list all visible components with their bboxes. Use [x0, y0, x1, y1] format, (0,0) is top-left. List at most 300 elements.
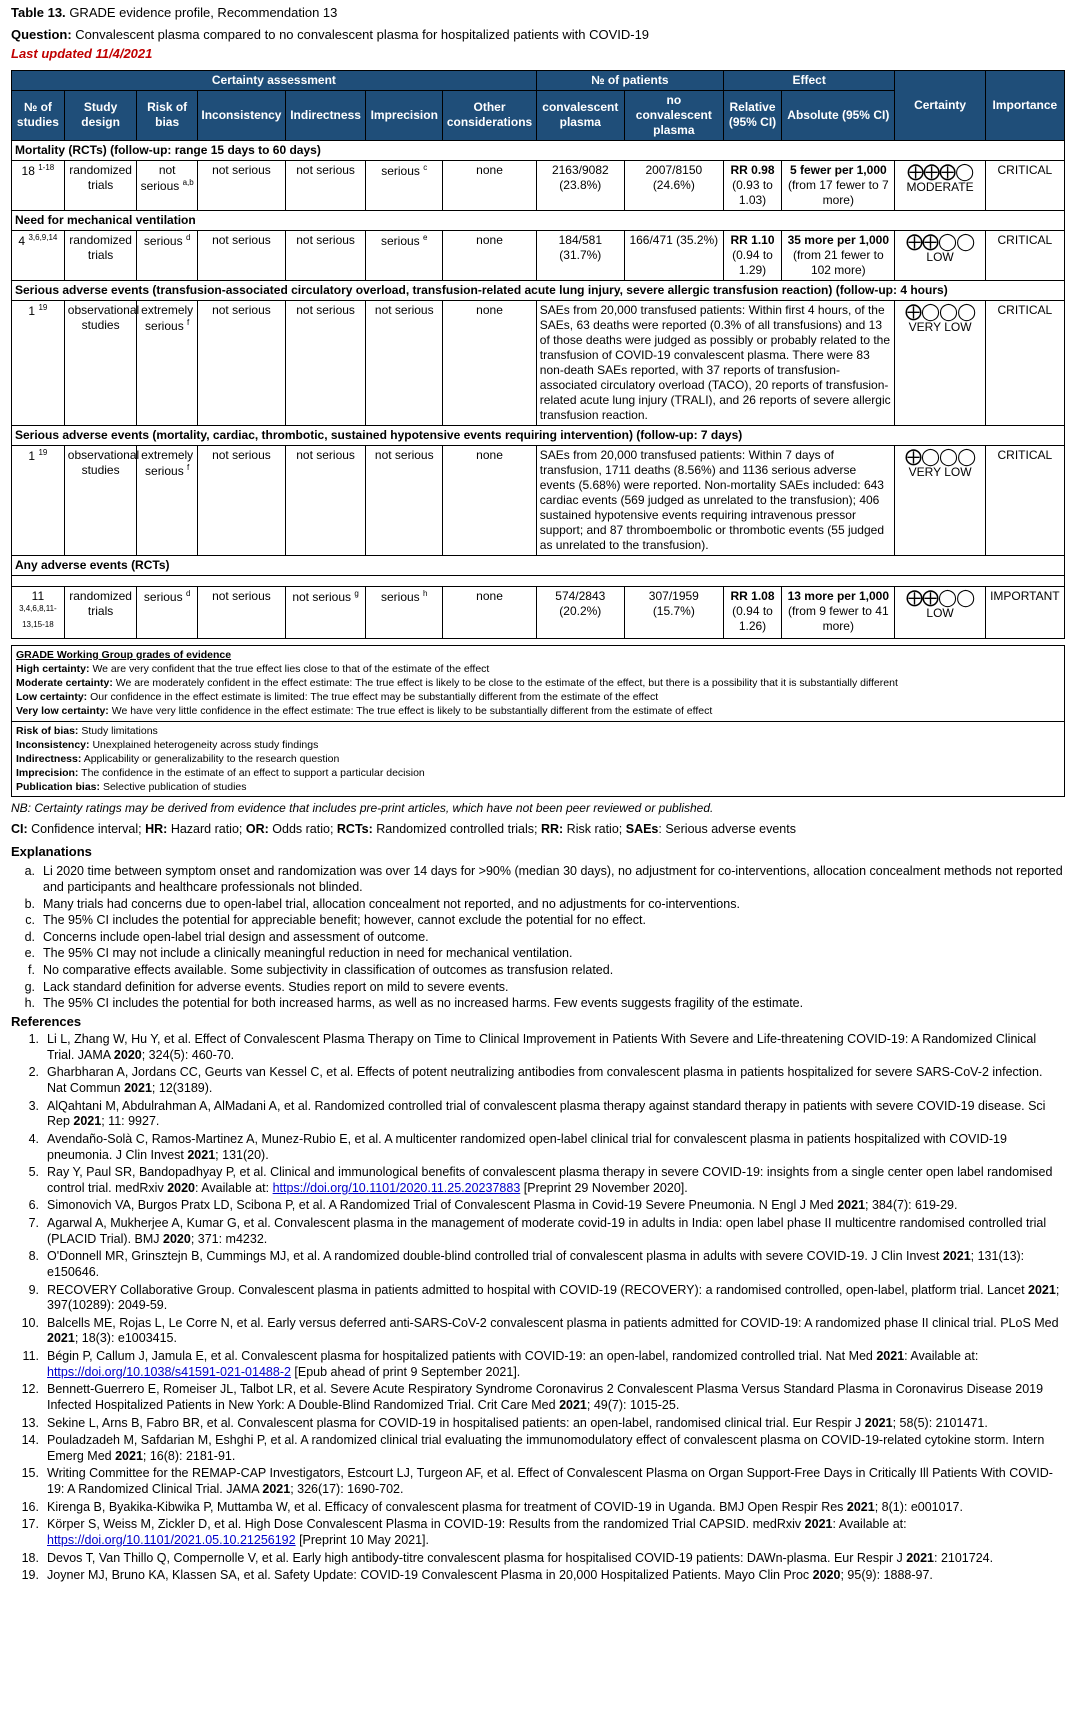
cell-importance-text: CRITICAL [997, 162, 1053, 177]
reference-details: : 2101724. [934, 1550, 994, 1565]
cell-cp [536, 586, 624, 638]
legend-definition-term: Inconsistency: [16, 738, 90, 751]
explanation-text: The 95% CI includes the potential for appreciable benefit; however, cannot exclude the potential for no effect. [43, 913, 646, 928]
reference-text [47, 1198, 957, 1214]
cell-importance [985, 160, 1064, 210]
cell-other-text: none [476, 588, 503, 603]
cell-imprecision [366, 445, 443, 555]
reference-link[interactable]: https://doi.org/10.1101/2021.05.10.21256192 [47, 1532, 296, 1547]
outcome-row [12, 160, 1065, 210]
cell-risk-of-bias [137, 586, 198, 638]
reference-item [11, 1433, 1064, 1464]
certainty-circles-icon: ⨁⨁⨁◯ [907, 161, 974, 181]
reference-item [11, 1500, 1064, 1516]
reference-note: [Epub ahead of print 9 September 2021]. [290, 1364, 521, 1379]
cell-num-studies [12, 230, 65, 280]
reference-number: 6. [28, 1198, 39, 1213]
reference-details: ; 95(9): 1888-97. [840, 1568, 933, 1583]
cell-num-studies-footnote: 19 [38, 447, 48, 457]
legend-grade-text: We are moderately confident in the effect estimate: The true effect is likely to be close to the estimate of the effect, but there is a possibility that it is substantially different [115, 677, 898, 690]
header-risk-of-bias: Risk of bias [137, 90, 198, 140]
explanation-text: Concerns include open-label trial design and assessment of outcome. [43, 929, 429, 944]
reference-citation: Agarwal A, Mukherjee A, Kumar G, et al. Convalescent plasma in the management of moderate covid-19 in adults in India: open label phase II multicentre randomised controlled trial (PLACID Trial). BMJ [47, 1216, 1047, 1246]
header-effect: Effect [723, 70, 895, 90]
cell-imprecision-footnote: c [423, 162, 428, 172]
certainty-label: VERY LOW [908, 464, 972, 479]
header-certainty-assessment: Certainty assessment [12, 70, 537, 90]
explanations-list [11, 864, 1064, 1012]
certainty-circles-icon: ⨁◯◯◯ [905, 446, 976, 466]
explanation-key: b. [24, 896, 35, 911]
reference-item [11, 1551, 1064, 1567]
cell-num-studies-footnote: 19 [38, 302, 48, 312]
explanation-key: a. [24, 864, 35, 879]
cell-importance-text: CRITICAL [997, 232, 1053, 247]
outcome-title: Need for mechanical ventilation [12, 210, 1065, 230]
references-heading: References [11, 1013, 82, 1029]
legend-definition [16, 752, 1060, 766]
reference-year: 2021 [115, 1448, 143, 1463]
cell-risk-of-bias [137, 230, 198, 280]
cell-narrative: SAEs from 20,000 transfused patients: Within first 4 hours, of the SAEs, 63 deaths were reported (0.3% of all transfusions) and 13 of those deaths were judged as possibly or probably related to the transfusion of COVID-19 convalescent plasma. There were 83 non-death SAEs reported, with 37 reports of transfusion-associated circulatory overload (TACO), 20 reports of transfusion-related acute lung injury (TRALI), and 26 reports of severe allergic transfusion reaction. [536, 300, 895, 425]
cell-absolute [782, 230, 895, 280]
cell-inconsistency [197, 300, 285, 425]
reference-year: 2021 [942, 1249, 971, 1264]
legend-definition-term: Publication bias: [16, 781, 101, 794]
cell-num-studies-text: 11 [31, 588, 45, 603]
abbr-term: CI: [11, 822, 28, 837]
reference-citation: RECOVERY Collaborative Group. Convalescent plasma in patients admitted to hospital with COVID-19 (RECOVERY): a randomised controlled, open-label, platform trial. Lancet [47, 1282, 1029, 1297]
reference-details: ; 326(17): 1690-702. [290, 1482, 404, 1497]
cell-certainty [895, 586, 985, 638]
certainty-circles-icon: ⨁◯◯◯ [905, 301, 976, 321]
reference-details: : Available at: [904, 1349, 979, 1364]
cell-indirectness-text: not serious [292, 589, 352, 604]
cell-narrative: SAEs from 20,000 transfused patients: Within 7 days of transfusion, 1711 deaths (8.56%) and 1136 serious adverse events (5.68%) were reported. Non-mortality SAEs included: 643 cardiac events (569 judged as unrelated to the transfusion); 406 sustained hypotensive events requiring intravenous pressor support; and 87 thromboembolic or thrombotic events (55 judged as unrelated to the transfusion). [536, 445, 895, 555]
cell-num-studies [12, 586, 65, 638]
cell-inconsistency [197, 230, 285, 280]
reference-details: ; 324(5): 460-70. [141, 1047, 235, 1062]
reference-text [47, 1249, 1064, 1280]
reference-link[interactable]: https://doi.org/10.1038/s41591-021-01488-2 [47, 1364, 291, 1379]
certainty-label: LOW [926, 605, 954, 620]
cell-inconsistency [197, 586, 285, 638]
reference-year: 2020 [113, 1047, 142, 1062]
reference-item [11, 1283, 1064, 1314]
outcome-title: Serious adverse events (mortality, cardiac, thrombotic, sustained hypotensive events requiring intervention) (follow-up: 7 days) [12, 425, 1065, 445]
header-no-cp: no convalescent plasma [624, 90, 723, 140]
abbr-text: : Serious adverse events [658, 822, 796, 837]
reference-citation: Devos T, Van Thillo Q, Compernolle V, et al. Early high antibody-titre convalescent plasma for hospitalised COVID-19 patients: DAWn-plasma. Eur Respir J [47, 1550, 907, 1565]
cell-indirectness-text: not serious [296, 302, 355, 317]
reference-link[interactable]: https://doi.org/10.1101/2020.11.25.20237883 [272, 1180, 521, 1195]
reference-number: 2. [28, 1065, 39, 1080]
reference-text [47, 1316, 1064, 1347]
reference-item [11, 1198, 1064, 1214]
cell-num-studies-text: 1 [28, 303, 36, 318]
cell-importance [985, 300, 1064, 425]
reference-details: ; 49(7): 1015-25. [586, 1397, 680, 1412]
reference-number: 7. [28, 1216, 39, 1231]
reference-number: 18. [21, 1550, 39, 1565]
reference-item [11, 1316, 1064, 1347]
header-absolute: Absolute (95% CI) [782, 90, 895, 140]
absolute-estimate: 35 more per 1,000 [787, 232, 890, 247]
cell-other-text: none [476, 232, 503, 247]
cell-other-text: none [476, 447, 503, 462]
legend-definition-term: Imprecision: [16, 767, 79, 780]
explanation-text: The 95% CI includes the potential for both increased harms, as well as no increased harms. Few events suggests fragility of the estimate. [43, 996, 804, 1011]
cell-indirectness-footnote: g [354, 588, 359, 598]
explanations-heading: Explanations [11, 844, 92, 860]
reference-item [11, 1099, 1064, 1130]
legend-definition [16, 780, 1060, 794]
question [11, 27, 1064, 43]
reference-details: ; 16(8): 2181-91. [142, 1448, 236, 1463]
reference-item [11, 1132, 1064, 1163]
reference-year: 2021 [1028, 1282, 1056, 1297]
outcome-section-row [12, 425, 1065, 445]
reference-citation: O'Donnell MR, Grinsztejn B, Cummings MJ, et al. A randomized double-blind controlled trial of convalescent plasma in adults with severe COVID-19. J Clin Invest [47, 1249, 943, 1264]
reference-item [11, 1568, 1064, 1584]
legend-grade-term: Very low certainty: [16, 705, 109, 718]
cell-risk-of-bias-footnote: f [187, 462, 190, 472]
explanation-item [11, 897, 1064, 913]
cell-num-studies-text: 18 [21, 163, 35, 178]
legend-grade-term: Low certainty: [16, 691, 88, 704]
cell-study-design-text: observational studies [67, 302, 140, 332]
cell-study-design [64, 300, 140, 425]
cell-other [443, 445, 537, 555]
cell-imprecision-footnote: e [423, 232, 428, 242]
cell-importance-text: IMPORTANT [990, 588, 1060, 603]
reference-text [47, 1382, 1064, 1413]
reference-details: ; 11: 9927. [101, 1114, 160, 1129]
reference-citation: Joyner MJ, Bruno KA, Klassen SA, et al. Safety Update: COVID-19 Convalescent Plasma in 20,000 Hospitalized Patients. Mayo Clin Proc [47, 1568, 813, 1583]
cell-risk-of-bias-footnote: d [185, 588, 191, 598]
cell-certainty [895, 160, 985, 210]
reference-year: 2021 [837, 1198, 866, 1213]
outcome-title: Any adverse events (RCTs) [12, 555, 1065, 575]
explanation-item [11, 996, 1064, 1012]
cell-relative [723, 586, 781, 638]
cell-risk-of-bias-text: not serious [140, 162, 180, 193]
header-importance: Importance [985, 70, 1064, 140]
explanation-text: Many trials had concerns due to open-label trial, allocation concealment not reported, and no adjustments for co-interventions. [43, 896, 740, 911]
header-num-studies: № of studies [12, 90, 65, 140]
spacer-row [12, 575, 1065, 586]
reference-details: : Available at: [832, 1517, 907, 1532]
reference-details: ; 131(20). [215, 1147, 269, 1162]
cell-risk-of-bias-text: serious [143, 589, 183, 604]
header-cp: convalescent plasma [536, 90, 624, 140]
relative-ci: (0.94 to 1.29) [732, 247, 773, 277]
reference-text [47, 1466, 1064, 1497]
reference-text [47, 1216, 1064, 1247]
explanation-key: h. [24, 996, 35, 1011]
cell-no-cp-text: 307/1959 (15.7%) [648, 588, 699, 618]
cell-num-studies [12, 300, 65, 425]
outcome-row [12, 586, 1065, 638]
cell-cp-text: 574/2843 (20.2%) [555, 588, 606, 618]
cell-num-studies-text: 4 [18, 233, 26, 248]
reference-text [47, 1065, 1064, 1096]
legend-definition [16, 738, 1060, 752]
cell-risk-of-bias [137, 445, 198, 555]
certainty-label: VERY LOW [908, 319, 972, 334]
reference-number: 17. [21, 1517, 39, 1532]
outcome-row [12, 445, 1065, 555]
legend-definition-term: Risk of bias: [16, 724, 79, 737]
legend-grade-text: Our confidence in the effect estimate is limited: The true effect may be substantially different from the estimate of the effect [90, 691, 659, 704]
abbr-term: RCTs: [336, 822, 373, 837]
reference-citation: Gharbharan A, Jordans CC, Geurts van Kessel C, et al. Effects of potent neutralizing antibodies from convalescent plasma in patients hospitalized for severe SARS-CoV-2 infection. Nat Commun [47, 1065, 1043, 1096]
reference-details: ; 58(5): 2101471. [892, 1415, 988, 1430]
cell-risk-of-bias-footnote: d [185, 232, 191, 242]
explanation-item [11, 930, 1064, 946]
cell-other [443, 230, 537, 280]
reference-year: 2021 [262, 1482, 291, 1497]
reference-note: [Preprint 29 November 2020]. [520, 1180, 688, 1195]
legend-grade [16, 662, 1060, 676]
reference-number: 10. [21, 1315, 39, 1330]
cell-study-design [64, 230, 137, 280]
reference-year: 2020 [167, 1180, 195, 1195]
reference-year: 2021 [559, 1397, 587, 1412]
reference-number: 19. [21, 1568, 39, 1583]
cell-risk-of-bias-text: extremely serious [141, 302, 194, 333]
abbr-term: OR: [245, 822, 269, 837]
cell-absolute [782, 160, 895, 210]
reference-text [47, 1283, 1064, 1314]
relative-ci: (0.93 to 1.03) [732, 177, 773, 207]
reference-text [47, 1349, 1064, 1380]
relative-ci: (0.94 to 1.26) [732, 603, 773, 633]
header-indirectness: Indirectness [285, 90, 365, 140]
cell-risk-of-bias-footnote: a,b [182, 177, 194, 187]
cell-study-design-text: randomized trials [69, 588, 132, 618]
explanation-item [11, 946, 1064, 962]
absolute-ci: (from 9 fewer to 41 more) [787, 603, 889, 633]
certainty-label: LOW [926, 249, 954, 264]
cell-imprecision-text: not serious [374, 302, 434, 317]
header-certainty: Certainty [895, 70, 985, 140]
cell-imprecision [366, 160, 443, 210]
cell-risk-of-bias [137, 160, 198, 210]
outcome-title: Serious adverse events (transfusion-associated circulatory overload, transfusion-related acute lung injury, severe allergic transfusion reaction) (follow-up: 4 hours) [12, 280, 1065, 300]
absolute-ci: (from 21 fewer to 102 more) [792, 247, 884, 277]
cell-certainty [895, 445, 985, 555]
reference-year: 2021 [73, 1114, 102, 1129]
reference-citation: Kirenga B, Byakika-Kibwika P, Muttamba W, et al. Efficacy of convalescent plasma for treatment of COVID-19 in Uganda. BMJ Open Respir Res [47, 1499, 847, 1514]
legend-definition-term: Indirectness: [16, 752, 82, 765]
header-inconsistency: Inconsistency [197, 90, 285, 140]
reference-year: 2021 [47, 1331, 75, 1346]
cell-inconsistency [197, 160, 285, 210]
relative-estimate: RR 1.08 [730, 588, 775, 603]
cell-study-design-text: randomized trials [69, 232, 132, 262]
legend-definition-text: Unexplained heterogeneity across study findings [92, 738, 319, 751]
explanation-key: g. [24, 979, 35, 994]
abbr-text: Confidence interval; [31, 822, 142, 837]
legend-definition-text: Selective publication of studies [102, 781, 247, 794]
reference-item [11, 1466, 1064, 1497]
cell-indirectness [285, 445, 365, 555]
cell-indirectness [285, 300, 365, 425]
evidence-table [11, 70, 1065, 639]
cell-other [443, 586, 537, 638]
abbr-text: Hazard ratio; [170, 822, 243, 837]
cell-num-studies-text: 1 [28, 448, 36, 463]
reference-number: 15. [21, 1466, 39, 1481]
reference-number: 14. [21, 1433, 39, 1448]
cell-cp-text: 2163/9082 (23.8%) [551, 162, 609, 192]
question-label: Question: [11, 27, 72, 43]
reference-year: 2021 [846, 1499, 875, 1514]
abbr-term: HR: [145, 822, 168, 837]
reference-number: 1. [28, 1032, 39, 1047]
cell-study-design [64, 586, 137, 638]
question-text: Convalescent plasma compared to no convalescent plasma for hospitalized patients with COVID-19 [75, 27, 650, 43]
outcome-row [12, 230, 1065, 280]
reference-year: 2021 [187, 1147, 216, 1162]
reference-details: ; 397(10289): 2049-59. [47, 1282, 1060, 1313]
explanation-item [11, 963, 1064, 979]
outcome-section-row [12, 140, 1065, 160]
cell-inconsistency-text: not serious [212, 162, 271, 177]
relative-estimate: RR 0.98 [730, 162, 775, 177]
table-title [11, 5, 1064, 21]
outcome-section-row [12, 555, 1065, 575]
reference-citation: Simonovich VA, Burgos Pratx LD, Scibona P, et al. A Randomized Trial of Convalescent Plasma in Covid-19 Severe Pneumonia. N Engl J Med [47, 1198, 838, 1213]
abbr-term: RR: [540, 822, 564, 837]
cell-indirectness [285, 160, 365, 210]
reference-year: 2021 [124, 1081, 152, 1096]
absolute-estimate: 13 more per 1,000 [787, 588, 890, 603]
cell-other-text: none [476, 162, 503, 177]
reference-details: : Available at: [195, 1180, 273, 1195]
cell-indirectness-text: not serious [296, 447, 355, 462]
table-title-text: GRADE evidence profile, Recommendation 13 [69, 5, 338, 20]
reference-citation: Avendaño-Solà C, Ramos-Martinez A, Munez-Rubio E, et al. A multicenter randomized open-label clinical trial for convalescent plasma in patients hospitalized with COVID-19 pneumonia. J Clin Invest [47, 1131, 1007, 1162]
cell-study-design [64, 160, 137, 210]
cell-indirectness-text: not serious [296, 232, 355, 247]
cell-num-studies-footnote: 3,6,9,14 [28, 232, 58, 242]
cell-importance-text: CRITICAL [997, 447, 1053, 462]
cell-cp [536, 160, 624, 210]
cell-inconsistency-text: not serious [212, 232, 271, 247]
cell-cp-text: 184/581 (31.7%) [558, 232, 602, 262]
table-label: Table 13. [11, 5, 66, 20]
relative-estimate: RR 1.10 [730, 232, 775, 247]
reference-text [47, 1568, 933, 1584]
cell-num-studies [12, 160, 65, 210]
explanation-text: The 95% CI may not include a clinically meaningful reduction in need for mechanical ventilation. [43, 946, 573, 961]
reference-citation: Sekine L, Arns B, Fabro BR, et al. Convalescent plasma for COVID-19 in hospitalised patients: an open-label, randomised clinical trial. Eur Respir J [47, 1415, 865, 1430]
reference-citation: Li L, Zhang W, Hu Y, et al. Effect of Convalescent Plasma Therapy on Time to Clinical Improvement in Patients With Severe and Life-threatening COVID-19: A Randomized Clinical Trial. JAMA [47, 1032, 1037, 1062]
reference-item [11, 1249, 1064, 1280]
reference-number: 13. [21, 1415, 39, 1430]
cell-risk-of-bias [137, 300, 198, 425]
abbr-text: Odds ratio; [272, 822, 334, 837]
references-list [11, 1032, 1064, 1584]
reference-number: 11. [22, 1349, 39, 1364]
cell-imprecision [366, 300, 443, 425]
reference-citation: Bégin P, Callum J, Jamula E, et al. Convalescent plasma for hospitalized patients with COVID-19: an open-label, randomized controlled trial. Nat Med [47, 1349, 877, 1364]
abbr-text: Risk ratio; [566, 822, 623, 837]
cell-num-studies-footnote: 3,4,6,8,11-13,15-18 [19, 603, 57, 629]
reference-citation: Writing Committee for the REMAP-CAP Investigators, Estcourt LJ, Turgeon AF, et al. Effect of Convalescent Plasma on Organ Support-Free Days in Critically Ill Patients With COVID-19: A Randomized Clinical Trial. JAMA [47, 1466, 1053, 1497]
header-study-design: Study design [64, 90, 137, 140]
reference-year: 2021 [906, 1550, 934, 1565]
cell-imprecision [366, 586, 443, 638]
explanation-key: c. [25, 913, 35, 928]
cell-no-cp [624, 230, 723, 280]
header-imprecision: Imprecision [366, 90, 443, 140]
reference-number: 9. [28, 1282, 39, 1297]
cell-indirectness-text: not serious [296, 162, 355, 177]
abbr-term: SAEs [625, 822, 659, 837]
explanation-key: f. [28, 963, 35, 978]
reference-details: ; 18(3): e1003415. [74, 1331, 177, 1346]
outcome-title: Mortality (RCTs) (follow-up: range 15 days to 60 days) [12, 140, 1065, 160]
absolute-estimate: 5 fewer per 1,000 [789, 162, 887, 177]
cell-no-cp-text: 166/471 (35.2%) [629, 232, 719, 247]
explanation-text: No comparative effects available. Some subjectivity in classification of outcomes as transfusion related. [43, 963, 614, 978]
reference-year: 2020 [812, 1568, 841, 1583]
legend-definition [16, 766, 1060, 780]
cell-inconsistency-text: not serious [212, 302, 271, 317]
cell-study-design [64, 445, 140, 555]
explanation-item [11, 913, 1064, 929]
cell-inconsistency-text: not serious [212, 447, 271, 462]
grade-legend [11, 645, 1065, 798]
cell-relative [723, 230, 781, 280]
reference-item [11, 1165, 1064, 1196]
reference-details: ; 371: m4232. [190, 1231, 268, 1246]
last-updated: Last updated 11/4/2021 [11, 45, 153, 61]
reference-item [11, 1032, 1064, 1063]
cell-certainty [895, 230, 985, 280]
nb-note: NB: Certainty ratings may be derived from evidence that includes pre-print articles, which have not been peer reviewed or published. [11, 801, 714, 816]
header-other: Other considerations [443, 90, 537, 140]
cell-num-studies-footnote: 1-18 [38, 162, 55, 172]
header-num-patients: № of patients [536, 70, 723, 90]
legend-grade [16, 704, 1060, 718]
cell-no-cp [624, 160, 723, 210]
reference-number: 3. [28, 1098, 39, 1113]
cell-indirectness [285, 230, 365, 280]
cell-inconsistency-text: not serious [212, 588, 271, 603]
cell-imprecision-footnote: h [423, 588, 428, 598]
cell-risk-of-bias-text: extremely serious [141, 447, 194, 478]
reference-number: 16. [21, 1499, 39, 1514]
explanation-text: Li 2020 time between symptom onset and randomization was over 14 days for >90% (median 30 days), no adjustment for co-interventions, allocation concealment methods not reported and participants and healthcare professionals not blinded. [43, 864, 1063, 894]
cell-cp [536, 230, 624, 280]
cell-other [443, 160, 537, 210]
legend-grade [16, 690, 1060, 704]
explanation-key: d. [24, 929, 35, 944]
outcome-section-row [12, 280, 1065, 300]
legend-grade-text: We are very confident that the true effect lies close to that of the estimate of the effect [92, 662, 490, 675]
legend-grade-term: High certainty: [16, 662, 90, 675]
cell-no-cp-text: 2007/8150 (24.6%) [645, 162, 703, 192]
cell-risk-of-bias-footnote: f [187, 317, 190, 327]
cell-certainty [895, 300, 985, 425]
reference-item [11, 1382, 1064, 1413]
reference-number: 5. [28, 1165, 39, 1180]
legend-title: GRADE Working Group grades of evidence [16, 648, 232, 661]
